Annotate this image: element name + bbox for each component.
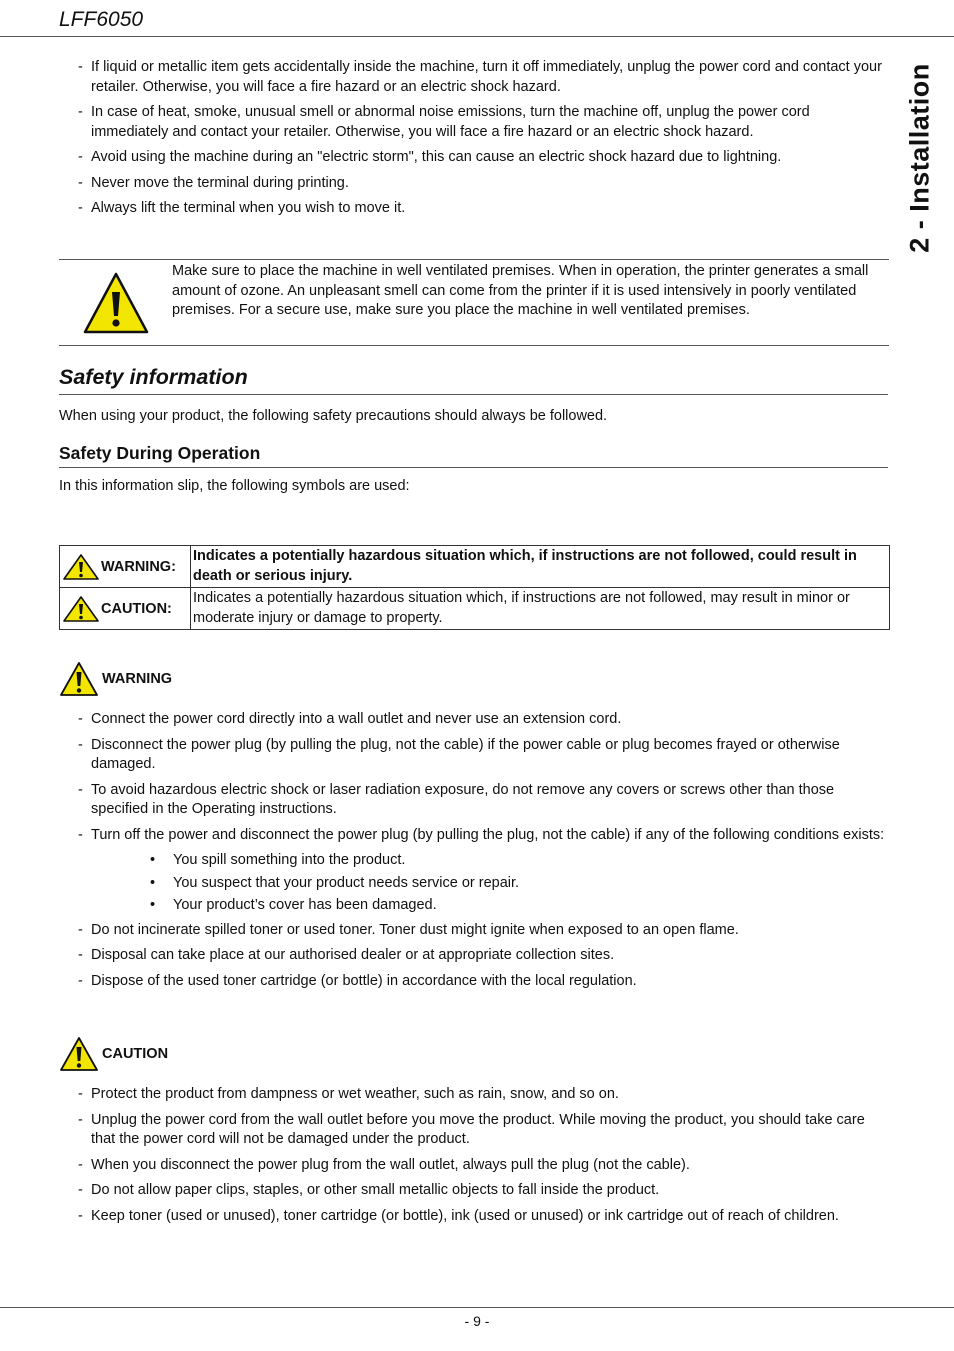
- conditions-list: [74, 849, 889, 917]
- document-title: LFF6050: [59, 8, 144, 31]
- list-item: - When you disconnect the power plug from the wall outlet, always pull the plug (not the cable).: [74, 1156, 889, 1176]
- list-item: - Never move the terminal during printing.: [74, 174, 889, 194]
- subsection-heading: Safety During Operation: [59, 443, 261, 463]
- top-safety-list: [74, 58, 889, 219]
- heading-rule: [59, 394, 888, 395]
- warning-triangle-icon: [60, 662, 98, 696]
- page-number: - 9 -: [464, 1313, 490, 1329]
- list-item: - Avoid using the machine during an "electric storm", this can cause an electric shock hazard due to lightning.: [74, 148, 889, 168]
- table-row: [60, 588, 890, 630]
- list-item: - If liquid or metallic item gets accidentally inside the machine, turn it off immediately, unplug the power cord and contact your retailer. Otherwise, you will face a fire hazard or an electric shock hazard.: [74, 58, 889, 97]
- list-item: - Do not allow paper clips, staples, or other small metallic objects to fall inside the product.: [74, 1181, 889, 1201]
- list-item: - Keep toner (used or unused), toner cartridge (or bottle), ink (used or unused) or ink cartridge out of reach of children.: [74, 1207, 889, 1227]
- warning-heading: [60, 662, 172, 696]
- caution-description: Indicates a potentially hazardous situation which, if instructions are not followed, may result in minor or moderate injury or damage to property.: [191, 588, 890, 630]
- list-item: • You suspect that your product needs service or repair.: [74, 872, 889, 895]
- warning-description: Indicates a potentially hazardous situation which, if instructions are not followed, could result in death or serious injury.: [191, 546, 890, 588]
- caution-label: CAUTION:: [101, 600, 172, 617]
- ventilation-notice: [59, 260, 889, 345]
- notice-bottom-rule: [59, 345, 889, 346]
- caution-heading: [60, 1037, 168, 1071]
- warning-list: [74, 710, 889, 991]
- symbol-table: [59, 545, 890, 630]
- warning-triangle-icon: [60, 1037, 98, 1071]
- caution-label-cell: [60, 588, 191, 630]
- warning-label-cell: [60, 546, 191, 588]
- list-item: - In case of heat, smoke, unusual smell or abnormal noise emissions, turn the machine off, unplug the power cord immediately and contact your retailer. Otherwise, you will face a fire hazard or an electric shock hazard.: [74, 103, 889, 142]
- warning-triangle-icon: [63, 554, 99, 580]
- warning-triangle-icon: [63, 596, 99, 622]
- warning-triangle-icon: [83, 272, 149, 338]
- list-item: - Disconnect the power plug (by pulling the plug, not the cable) if the power cable or plug becomes frayed or otherwise damaged.: [74, 736, 889, 775]
- list-item: - To avoid hazardous electric shock or laser radiation exposure, do not remove any covers or screws other than those specified in the Operating instructions.: [74, 781, 889, 820]
- list-item-text: Turn off the power and disconnect the power plug (by pulling the plug, not the cable) if any of the following conditions exists:: [91, 826, 885, 843]
- intro-paragraph: When using your product, the following safety precautions should always be followed.: [59, 408, 608, 424]
- list-item: - Connect the power cord directly into a wall outlet and never use an extension cord.: [74, 710, 889, 730]
- list-item: - Unplug the power cord from the wall outlet before you move the product. While moving the product, you should take care that the power cord will not be damaged under the product.: [74, 1111, 889, 1150]
- list-item: - Protect the product from dampness or wet weather, such as rain, snow, and so on.: [74, 1085, 889, 1105]
- warning-heading-label: WARNING: [102, 670, 173, 687]
- table-row: [60, 546, 890, 588]
- list-item: • Your product’s cover has been damaged.: [74, 894, 889, 917]
- symbols-intro: In this information slip, the following symbols are used:: [59, 478, 410, 494]
- caution-heading-label: CAUTION: [102, 1045, 169, 1062]
- ventilation-notice-text: Make sure to place the machine in well ventilated premises. When in operation, the printer generates a small amount of ozone. An unpleasant smell can come from the printer if it is used intensively in poorly ventilated premises. For a secure use, make sure you place the machine in well ventilated premises.: [172, 263, 869, 318]
- list-item: • You spill something into the product.: [74, 849, 889, 872]
- section-heading: Safety information: [59, 365, 248, 389]
- list-item: - Do not incinerate spilled toner or used toner. Toner dust might ignite when exposed to an open flame.: [74, 921, 889, 941]
- subheading-rule: [59, 467, 888, 468]
- warning-label: WARNING:: [101, 558, 176, 575]
- list-item: - Disposal can take place at our authorised dealer or at appropriate collection sites.: [74, 946, 889, 966]
- footer-rule: [0, 1307, 954, 1308]
- list-item: [74, 826, 889, 917]
- header-rule: [0, 36, 954, 37]
- list-item: - Always lift the terminal when you wish to move it.: [74, 199, 889, 219]
- list-item: - Dispose of the used toner cartridge (or bottle) in accordance with the local regulation.: [74, 972, 889, 992]
- caution-list: [74, 1085, 889, 1226]
- chapter-tab: [893, 60, 947, 256]
- chapter-tab-label: 2 - Installation: [904, 63, 935, 253]
